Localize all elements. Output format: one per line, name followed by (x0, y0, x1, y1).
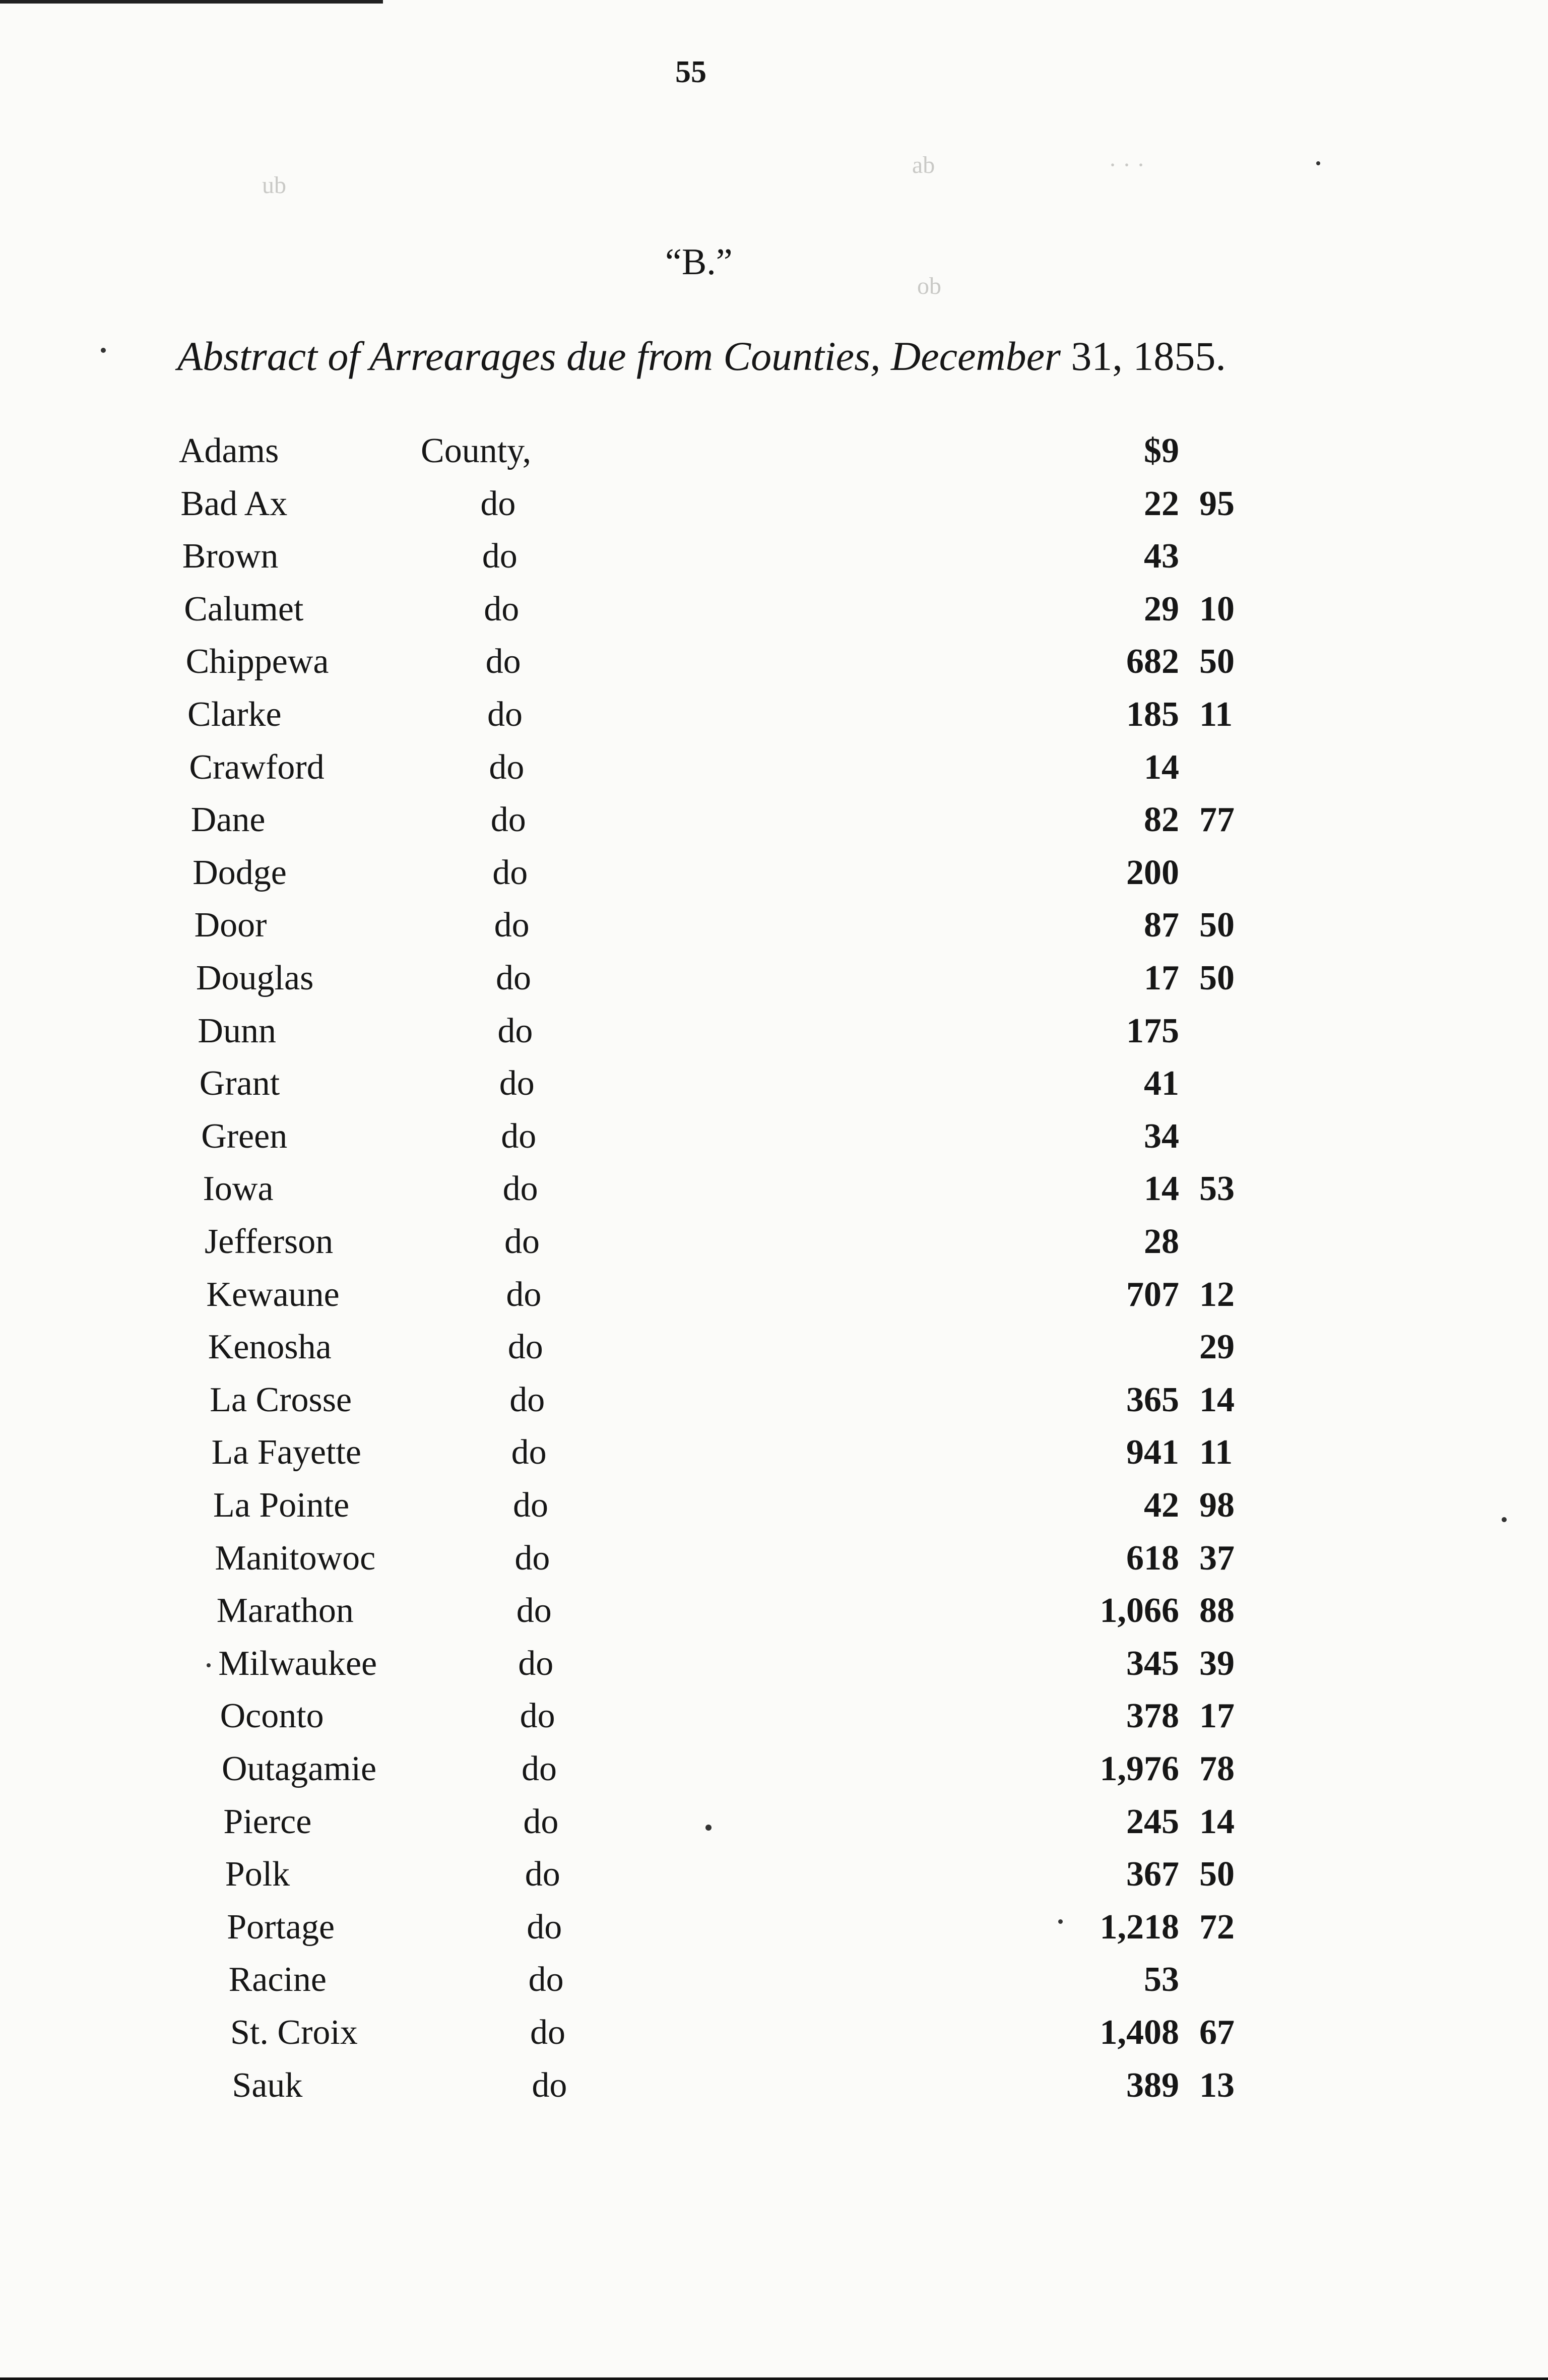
ditto-mark: do (528, 1960, 564, 1999)
county-name: Pierce (223, 1802, 312, 1841)
amount-dollars: 53 (1143, 1960, 1179, 1999)
ink-speck (1058, 1919, 1063, 1924)
county-name: Kewaune (206, 1275, 340, 1314)
county-name: Polk (225, 1855, 290, 1894)
county-name: Clarke (187, 695, 282, 734)
county-name: La Crosse (210, 1380, 352, 1419)
amount-dollars: 41 (1143, 1064, 1179, 1103)
amount-dollars: 175 (1126, 1011, 1179, 1050)
ditto-mark: do (522, 1749, 557, 1788)
ditto-mark: do (525, 1855, 560, 1894)
amount-dollars: 941 (1126, 1433, 1179, 1472)
amount-cents: 10 (1199, 589, 1235, 629)
amount-cents: 17 (1199, 1697, 1235, 1736)
amount-dollars: 14 (1143, 747, 1179, 787)
amount-cents: 50 (1199, 959, 1235, 997)
amount-dollars: 1,066 (1100, 1591, 1179, 1631)
amount-cents: 78 (1199, 1749, 1235, 1788)
ink-speck (207, 1663, 211, 1667)
county-name: Kenosha (208, 1328, 332, 1367)
ditto-mark: do (506, 1275, 542, 1314)
amount-cents: 98 (1199, 1486, 1235, 1525)
ditto-mark: do (514, 1538, 550, 1578)
heading-text: Abstract of Arrearages due from Counties, December (177, 333, 1061, 379)
amount-dollars: 185 (1126, 695, 1179, 734)
ditto-mark: do (492, 853, 528, 892)
county-name: Dunn (198, 1011, 276, 1050)
amount-cents: 14 (1199, 1380, 1235, 1419)
page-number: 55 (675, 55, 706, 89)
ditto-mark: do (509, 1380, 545, 1419)
ditto-mark: do (527, 1907, 562, 1947)
amount-cents: 11 (1199, 1433, 1233, 1472)
amount-dollars: 1,218 (1100, 1907, 1179, 1947)
county-name: Crawford (189, 747, 325, 787)
bottom-rule (0, 2377, 1548, 2380)
ditto-mark: do (499, 1064, 535, 1103)
amount-cents: 50 (1199, 642, 1235, 681)
ink-speck (101, 348, 106, 353)
amount-dollars: 1,408 (1100, 2013, 1179, 2052)
ditto-mark: do (513, 1486, 548, 1525)
amount-cents: 50 (1199, 1855, 1235, 1894)
bleed-through-mark: ub (262, 172, 286, 199)
amount-cents: 39 (1199, 1644, 1235, 1683)
ditto-mark: do (494, 906, 530, 945)
amount-dollars: 28 (1144, 1222, 1179, 1261)
ditto-mark: do (484, 589, 520, 629)
ditto-mark: do (504, 1222, 540, 1261)
ink-speck (705, 1825, 712, 1831)
ditto-mark: County, (421, 431, 532, 470)
amount-dollars: 42 (1144, 1486, 1179, 1525)
amount-dollars: 365 (1126, 1380, 1179, 1419)
ditto-mark: do (502, 1169, 538, 1209)
amount-dollars: 378 (1126, 1697, 1179, 1736)
ditto-mark: do (501, 1116, 537, 1156)
county-name: Adams (179, 431, 279, 470)
ditto-mark: do (532, 2065, 567, 2105)
amount-dollars: 367 (1126, 1855, 1179, 1894)
amount-dollars: 34 (1143, 1116, 1179, 1156)
amount-cents: 37 (1199, 1538, 1235, 1578)
amount-dollars: 618 (1126, 1538, 1179, 1578)
ditto-mark: do (489, 747, 525, 787)
ditto-mark: do (516, 1591, 552, 1631)
county-name: Bad Ax (180, 484, 288, 523)
ditto-mark: do (490, 800, 526, 840)
ditto-mark: do (496, 959, 531, 997)
ditto-mark: do (520, 1697, 555, 1736)
amount-cents: 95 (1199, 484, 1235, 523)
amount-cents: 14 (1199, 1802, 1235, 1841)
amount-dollars: 1,976 (1100, 1749, 1179, 1788)
county-name: La Pointe (213, 1486, 350, 1525)
ink-speck (1316, 161, 1320, 165)
county-name: Dodge (192, 853, 287, 892)
county-name: Door (194, 906, 267, 945)
county-name: Jefferson (205, 1222, 334, 1261)
ditto-mark: do (530, 2013, 565, 2052)
ditto-mark: do (487, 695, 523, 734)
county-name: La Fayette (211, 1433, 361, 1472)
county-name: Calumet (184, 589, 304, 629)
county-name: Dane (190, 800, 266, 840)
county-name: Manitowoc (215, 1538, 376, 1578)
ditto-mark: do (485, 642, 521, 681)
amount-cents: 53 (1199, 1169, 1235, 1209)
amount-dollars: 200 (1126, 853, 1179, 892)
amount-dollars: 389 (1126, 2065, 1179, 2105)
ditto-mark: do (497, 1011, 533, 1050)
amount-dollars: 22 (1143, 484, 1179, 523)
amount-cents: 11 (1199, 695, 1233, 734)
amount-dollars: 17 (1144, 959, 1179, 997)
amount-dollars: 245 (1126, 1802, 1179, 1841)
bleed-through-mark: · · · (1109, 152, 1145, 178)
amount-dollars: $9 (1144, 431, 1179, 470)
bleed-through-mark: ob (917, 273, 941, 299)
county-name: Douglas (196, 959, 314, 997)
ditto-mark: do (511, 1433, 547, 1472)
county-name: Chippewa (185, 642, 329, 681)
amount-cents: 50 (1199, 906, 1235, 945)
bleed-through-mark: ab (912, 152, 935, 178)
amount-cents: 13 (1199, 2065, 1235, 2105)
amount-dollars: 682 (1126, 642, 1179, 681)
amount-cents: 72 (1199, 1907, 1235, 1947)
county-name: Portage (227, 1907, 335, 1947)
county-name: Outagamie (222, 1749, 377, 1788)
county-name: Brown (182, 537, 279, 576)
ditto-mark: do (507, 1328, 543, 1367)
amount-cents: 12 (1199, 1275, 1235, 1314)
ditto-mark: do (482, 537, 518, 576)
ditto-mark: do (518, 1644, 554, 1683)
county-name: Sauk (232, 2065, 303, 2105)
amount-cents: 29 (1199, 1328, 1235, 1367)
amount-dollars: 29 (1143, 589, 1179, 629)
county-name: Iowa (203, 1169, 274, 1209)
county-name: Marathon (216, 1591, 354, 1631)
heading-date: 31, 1855. (1071, 333, 1226, 379)
amount-dollars: 82 (1143, 800, 1179, 840)
amount-cents: 77 (1199, 800, 1235, 840)
amount-cents: 67 (1199, 2013, 1235, 2052)
amount-dollars: 707 (1126, 1275, 1179, 1314)
amount-dollars: 14 (1143, 1169, 1179, 1209)
ditto-mark: do (523, 1802, 559, 1841)
amount-cents: 88 (1199, 1591, 1235, 1631)
amount-dollars: 43 (1143, 537, 1179, 576)
amount-dollars: 345 (1126, 1644, 1179, 1683)
section-label: “B.” (665, 241, 733, 283)
county-name: Racine (228, 1960, 327, 1999)
county-name: Green (201, 1116, 288, 1156)
county-name: Oconto (220, 1697, 324, 1736)
county-name: Milwaukee (218, 1644, 377, 1683)
county-name: Grant (199, 1064, 280, 1103)
ink-speck (1502, 1517, 1507, 1522)
county-name: St. Croix (230, 2013, 358, 2052)
amount-dollars: 87 (1143, 906, 1179, 945)
ditto-mark: do (480, 484, 516, 523)
